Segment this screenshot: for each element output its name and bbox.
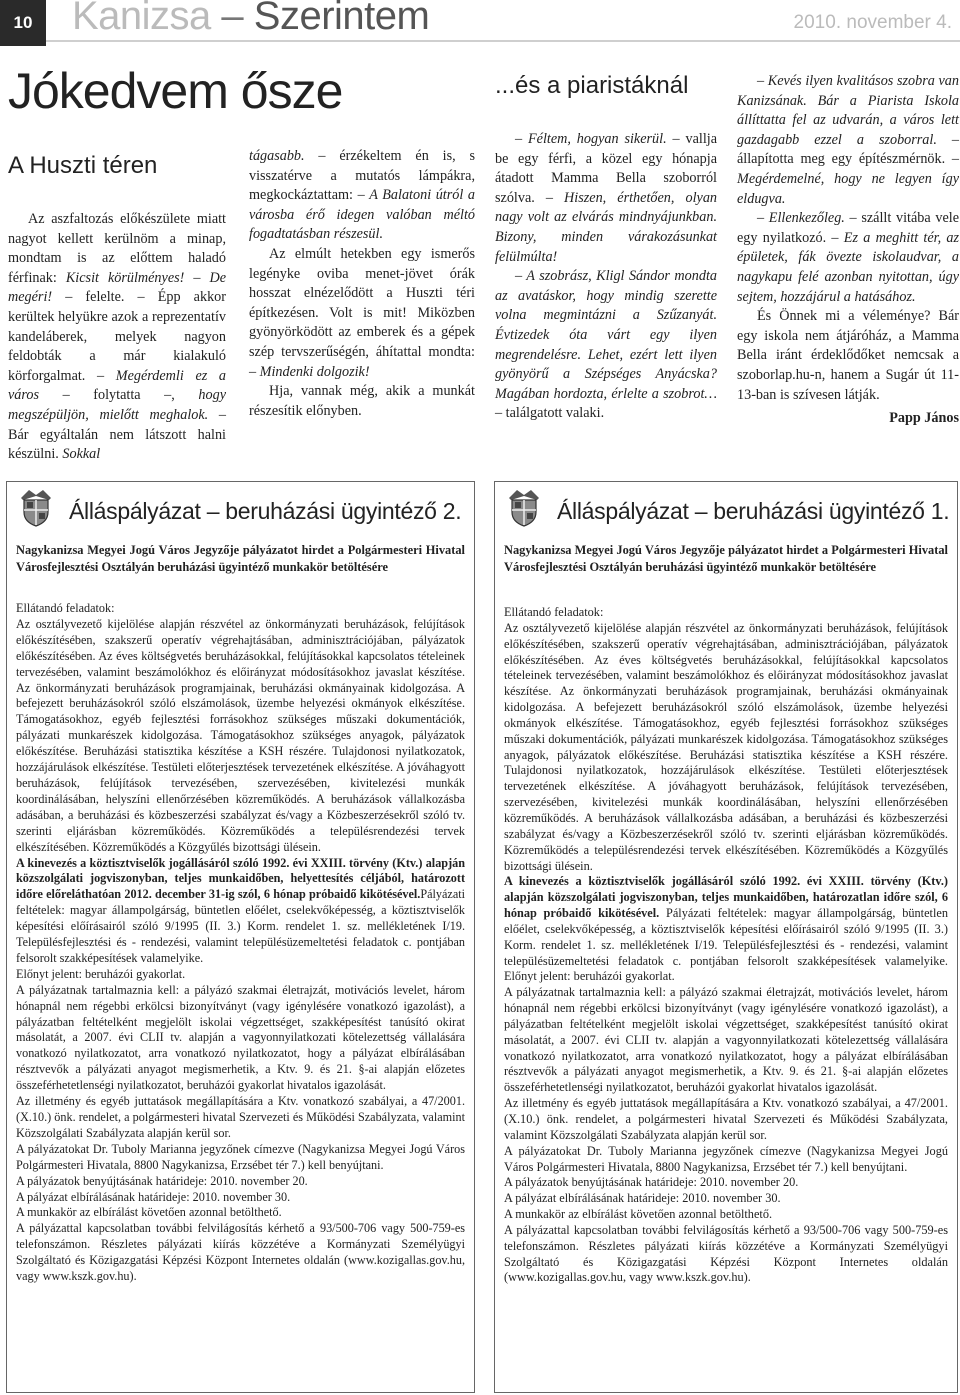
header-divider [46,40,960,42]
job-advantage: Előnyt jelent: beruházói gyakorlat. [16,966,186,981]
paragraph [8,210,226,465]
article-column-3 [495,130,717,424]
text-run: Az elmúlt hetekben egy ismerős legényke oviba menet-jövet órák hosszat elnézelődött a Huszti téri építkezésen. Volt is mit! Miközben gyönyörködött az emberek és a gépek szép tervszerűségén, áhítattal mondta: – [249,245,475,380]
text-run: Az aszfaltozás előkészülete miatt nagyot kellett kerülnöm a minap, mondtam is az előttem haladó férfinak: [8,211,226,286]
article-column-1 [8,210,226,465]
article-subhead-huszti: A Huszti téren [8,152,158,179]
job-decision-date: A pályázat elbírálásának határideje: 2010. november 30. [504,1191,781,1206]
text-run-italic: Kicsit körülményes! – De megéri! [8,269,226,306]
job-appointment: A kinevezés a köztisztviselők jogállásáról szóló 1992. évi XXIII. törvény (Ktv.) alapján közszolgálati jogviszonyban, teljes munkaidőben, határozatlan időre szól, 6 hónap próbaidő kikötésével. [504,874,948,921]
job-intro: Nagykanizsa Megyei Jogú Város Jegyzője pályázatot hirdet a Polgármesteri Hivatal Városfejlesztési Osztályán beruházási ügyintéző munkakör betöltésére [504,543,948,574]
magazine-title-dash: – [210,0,254,38]
job-application-contents: A pályázatnak tartalmaznia kell: a pályázó szakmai életrajzát, motivációs levelet, három hónapnál nem régebbi erkölcsi bizonyítványt (vagy igénylésére vonatkozó igazolást), a pályázatban feltételként megjelölt iskolai végzettséget, szakképesítést tanúsító okirat másolatát, a 2007. évi CLII tv. alapján a vagyonnyilatkozati kötelezettség vállalására vonatkozó nyilatkozatot, arra vonatkozó nyilatkozatot, hogy a pályázat elbírálásában résztvevők a pályázati anyagot megismerhetik, a Ktv. 9. és 21. §-ai alapján előzetes összeférhetetlenségi nyilatkozatot, beruházói gyakorlat hivatalos igazolását. [504,985,948,1095]
text-run-italic: – Féltem, hogyan sikerül. [515,131,667,147]
paragraph [495,130,717,267]
job-duties: Az osztályvezető kijelölése alapján részvétel az önkormányzati beruházások, felújítások előkészítésében, szakszerű operatív végrehajtásában, adminisztrációjában, pályázatok előkészítésében. Az éves költségvetés beruházásokkal, felújításokkal kapcsolatos tételeinek tervezésében, valamint beszámolókhoz és előirányzat módosításokhoz javaslat készítése. Az önkormányzati beruházások programjainak, beruházási okmányainak kidolgozása. A befejezett beruházásokról szóló elszámolások, üzembe helyezési okmányok elkészítése. Támogatásokhoz, egyéb fejlesztési forrásokhoz szükséges műszaki dokumentációk, pályázati munkarészek kidolgozása. Támogatásokhoz szükséges anyagok, pályázatok előkészítése. Beruházási statisztika készítése a KSH részére. Tulajdonosi nyilatkozatok, hozzájárulások elkészítése. Testületi előterjesztések tervezetének elkészítése. A jóváhagyott beruházások, felújítások tervezésében, szervezésében, kivitelezési munkák koordinálásában, helyszíni ellenőrzésében közreműködés. A beruházások vállalkozásba adásában, a beruházási és közbeszerzési szabályzat és/vagy a Közbeszerzésekről szóló tv. szerinti eljárásban közreműködés. Közreműködés a településrendezési tervek elkészítésében. Közreműködés a Közgyűlés bizottsági ülésein. [16,616,465,854]
job-submission: A pályázatokat Dr. Tuboly Marianna jegyzőnek címezve (Nagykanizsa Megyei Jogú Város Polgármesteri Hivatala, 8800 Nagykanizsa, Erzsébet tér 7.) kell benyújtani. [16,1141,465,1172]
job-deadline: A pályázatok benyújtásának határideje: 2010. november 20. [504,1175,799,1190]
article-headline: Jókedvem ősze [8,63,343,119]
text-run-italic: Sokkal [62,446,101,463]
job-submission: A pályázatokat Dr. Tuboly Marianna jegyzőnek címezve (Nagykanizsa Megyei Jogú Város Polgármesteri Hivatala, 8800 Nagykanizsa, Erzsébet tér 7.) kell benyújtani. [504,1143,948,1174]
job-intro: Nagykanizsa Megyei Jogú Város Jegyzője pályázatot hirdet a Polgármesteri Hivatal Városfejlesztési Osztályán beruházási ügyintéző munkakör betöltésére [16,543,465,574]
text-run-italic: – Ellenkezőleg. [757,210,845,227]
text-run-italic: Mindenki dolgozik! [259,363,370,380]
job-duties: Az osztályvezető kijelölése alapján részvétel az önkormányzati beruházások, felújítások előkészítésében, szakszerű operatív végrehajtásában, adminisztrációjában, pályázatok előkészítésében. Az éves költségvetés beruházásokkal, felújításokkal kapcsolatos tételeinek tervezésében, valamint beszámolókhoz és előirányzat módosításokhoz javaslat készítése. Az önkormányzati beruházások programjainak, beruházási okmányainak kidolgozása. A befejezett beruházásokról szóló elszámolások, üzembe helyezési okmányok elkészítése. Támogatásokhoz, egyéb fejlesztési forrásokhoz szükséges műszaki dokumentációk, pályázati munkarészek kidolgozása. Támogatásokhoz szükséges anyagok, pályázatok előkészítése. Beruházási statisztika készítése a KSH részére. Tulajdonosi nyilatkozatok, hozzájárulások elkészítése. Testületi előterjesztések tervezetének elkészítése. A jóváhagyott beruházások, felújítások tervezésében, szervezésében, kivitelezési munkák koordinálásában, helyszíni ellenőrzésében közreműködés. A beruházások vállalkozásba adásában, a beruházási és közbeszerzési szabályzat és/vagy a Közbeszerzésekről szóló tv. szerinti eljárásban közreműködés. Közreműködés a településrendezési tervek elkészítésében. Közreműködés a Közgyűlés bizottsági ülésein. [504,620,948,873]
job-decision-date: A pályázat elbírálásának határideje: 2010. november 30. [16,1189,291,1204]
text-run-italic: Megérdemelné, hogy ne legyen így eldugva. [737,170,959,207]
job-requirements: Pályázati feltételek: magyar állampolgárság, büntetlen előélet, cselekvőképesség, a köztisztviselők képesítési előírásairól szóló 9/1995 (II. 3.) Korm. rendelet 1. sz. mellékletének I/19. Településfejlesztési és - rendezési, valamint településüzemeltetési feladatok c. pontjában felsorolt szakképesítések valamelyike. [16,887,465,965]
job-deadline: A pályázatok benyújtásának határideje: 2010. november 20. [16,1173,308,1188]
city-coat-of-arms-icon [15,486,57,528]
job-posting-1 [494,481,958,1393]
job-title: Álláspályázat – beruházási ügyintéző 1. [557,498,950,524]
article-subhead-piaristak: ...és a piaristáknál [495,72,689,99]
text-run-italic: Megérdemli ez a város [8,367,227,404]
paragraph [737,209,959,307]
text-run: – felelte. – Épp akkor kerültek helyükre azok a reprezentatív kandeláberek, melyek nagyon feldobták a már kialakuló körforgalmat. – [8,289,226,384]
paragraph: Hja, vannak még, akik a munkát részesítik előnyben. [249,383,475,419]
text-run: – vallja be egy férfi, a közel egy hónapja átadott Mamma Bella szoborról szólva. – [495,131,718,206]
text-run-italic: tágasabb. [249,148,305,164]
job-contact: A pályázattal kapcsolatban további felvilágosítás kérhető a 93/500-706 vagy 500-759-es telefonszámon. Részletes pályázati kiírás közzétéve a Kormányzati Személyügyi Szolgáltató és Közigazgatási Képzési Központ Internetes oldalán (www.kozigallas.gov.hu, vagy www.kszk.gov.hu). [16,1221,465,1284]
text-run-italic: Hiszen, érthetően, olyan nagy volt az elvárás mindnyájunkban. Bizony, minden várakozásunkat felülmúlta! [495,189,718,265]
job-salary: Az illetmény és egyéb juttatások megállapítására a Ktv. vonatkozó szabályai, a 47/2001.(X.10.) önk. rendelet, a polgármesteri hivatal Szervezeti és Működési Szabályzata, valamint Közszolgálati Szabályzata alapján kerül sor. [504,1096,948,1142]
magazine-title-part2: Szerintem [253,0,430,38]
city-coat-of-arms-icon [503,486,545,528]
text-run-italic: A Balatoni útról a városba érő idegen valóban méltó fogadtatásban részesül. [249,187,475,243]
text-run: – érzékeltem én is, s visszatérve a mutatós lámpákra, megkockáztattam: – [249,148,475,204]
job-requirements: Pályázati feltételek: magyar állampolgárság, büntetlen előélet, cselekvőképesség, a köztisztviselők képesítési előírásairól szóló 9/1995 (II. 3.) Korm. rendelet 1. sz. mellékletének I/19. Településfejlesztési és - rendezési, valamint településüzemeltetési feladatok c. pontjában felsorolt szakképesítések valamelyike. Előnyt jelent: beruházói gyakorlat. [504,906,948,984]
issue-date: 2010. november 4. [793,12,952,33]
paragraph [249,245,475,382]
job-application-contents: A pályázatnak tartalmaznia kell: a pályázó szakmai életrajzát, motivációs levelet, három hónapnál nem régebbi erkölcsi bizonyítványt (vagy igénylésére vonatkozó igazolást), a pályázatban feltételként megjelölt iskolai végzettséget, szakképesítést tanúsító okirat másolatát, a 2007. évi CLII tv. alapján a vagyonnyilatkozati kötelezettség vállalására vonatkozó nyilatkozatot, arra vonatkozó nyilatkozatot, hogy a pályázat elbírálásában résztvevők a pályázati anyagot megismerhetik, a Ktv. 9. és 21. §-ai alapján előzetes összeférhetetlenségi nyilatkozatot, beruházói gyakorlat hivatalos igazolását. [16,982,465,1093]
text-run-italic: Ez a meghitt tér, az épületek, fák övezte iskolaudvar, a nagykapu felé azonban nyitottan, úgy sejtem, hozzájárul a hatásához. [737,229,960,305]
magazine-title-part1: Kanizsa [72,0,211,38]
job-salary: Az illetmény és egyéb juttatások megállapítására a Ktv. vonatkozó szabályai, a 47/2001.(X.10.) önk. rendelet, a polgármesteri hivatal Szervezeti és Működési Szabályzata, valamint Közszolgálati Szabályzata alapján kerül sor. [16,1094,465,1140]
text-run-italic: – A szobrász, Kligl Sándor mondta az avatáskor, hogy mindig szerette volna megmintázni a Szűzanyát. Évtizedek óta várt egy ilyen megrendelésre. Lehet, ezért lett ilyen gyönyörű a Szépséges Anyácska? Magában hordozta, érlelte a szobrot… [495,268,717,402]
text-run: – szállt vitába vele egy nyilatkozó. – [737,210,959,246]
page-number: 10 [0,0,46,46]
article-column-2 [249,147,475,421]
job-section-label: Ellátandó feladatok: [16,601,115,615]
paragraph [495,267,717,424]
job-start: A munkakör az elbírálást követően azonnal betölthető. [504,1207,773,1222]
text-run: – találgatott valaki. [495,405,605,422]
text-run: – állapította meg egy építészmérnök. – [737,131,959,168]
text-run-italic: hogy megszépüljön, mielőtt meghalok. [8,387,226,423]
job-title: Álláspályázat – beruházási ügyintéző 2. [69,498,462,524]
job-body [504,605,948,1286]
job-contact: A pályázattal kapcsolatban további felvilágosítás kérhető a 93/500-706 vagy 500-759-es telefonszámon. Részletes pályázati kiírás közzétéve a Kormányzati Személyügyi Szolgáltató és Közigazgatási Képzési Központ Internetes oldalán (www.kozigallas.gov.hu, vagy www.kszk.gov.hu). [504,1222,948,1285]
job-appointment: A kinevezés a köztisztviselők jogállásáról szóló 1992. évi XXIII. törvény (Ktv.) alapján közszolgálati jogviszonyban, teljes munkaidőben, helyettesítés céljából, határozott időre előreláthatóan 2012. december 31-ig szól, 6 hónap próbaidő kikötésével. [16,855,465,902]
job-posting-2 [6,481,475,1393]
job-section-label: Ellátandó feladatok: [504,605,604,619]
article-author: Papp János [889,410,959,427]
job-start: A munkakör az elbírálást követően azonnal betölthető. [16,1205,282,1220]
job-conditions [16,856,465,967]
paragraph: És Önnek mi a véleménye? Bár egy iskola nem átjáróház, a Mamma Bella iránt érdeklődőket nemcsak a szoborlap.hu-n, hanem a Sugár út 11-13-ban is szívesen látják. [737,308,959,403]
magazine-title [72,0,429,39]
paragraph [737,72,959,209]
job-body [16,601,465,1285]
text-run: – Bár egyáltalán nem látszott halni készülni. [8,406,226,463]
text-run-italic: – Kevés ilyen kvalitásos szobra van Kanizsának. Bár a Piarista Iskola állíttatta fel az udvarán, a város lett gazdagabb ezzel a szoborral. [737,73,959,148]
paragraph [249,147,475,245]
text-run: – folytatta –, [39,387,199,404]
article-column-4 [737,72,959,429]
job-conditions [504,874,948,985]
